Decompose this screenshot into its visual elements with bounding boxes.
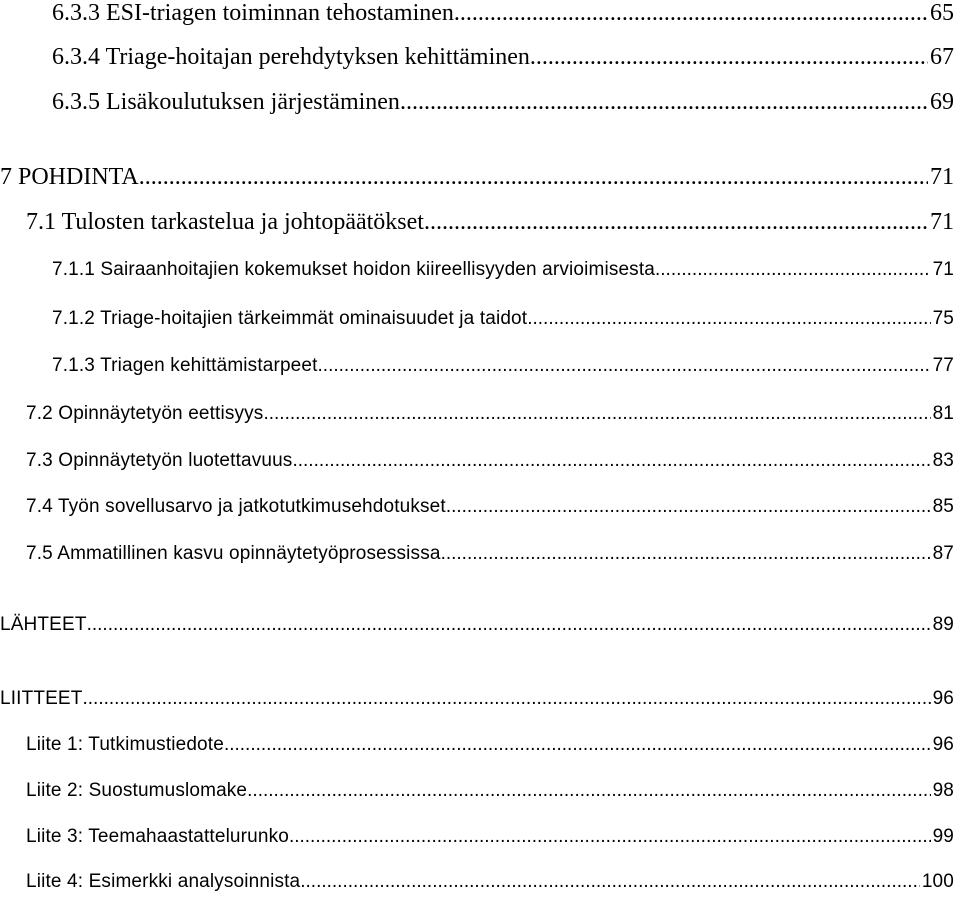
toc-entry-label: 7 POHDINTA (0, 164, 139, 190)
toc-leader-dots (292, 450, 930, 472)
toc-entry-page: 85 (932, 496, 954, 517)
toc-entry-label: 6.3.3 ESI-triagen toiminnan tehostaminen (52, 0, 454, 26)
toc-entry-7-2[interactable] (26, 403, 954, 425)
toc-entry-label: 7.3 Opinnäytetyön luotettavuus (26, 450, 293, 471)
toc-leader-dots (263, 403, 930, 425)
toc-entry-label: 7.2 Opinnäytetyön eettisyys (26, 403, 264, 424)
toc-leader-dots (527, 308, 930, 330)
toc-entry-page: 75 (932, 308, 954, 329)
toc-entry-page: 71 (930, 164, 954, 190)
toc-entry-page: 69 (930, 89, 954, 115)
toc-entry-liite-1[interactable] (26, 734, 954, 756)
toc-entry-page: 65 (930, 0, 954, 26)
toc-entry-page: 99 (932, 826, 954, 847)
toc-entry-page: 81 (932, 403, 954, 424)
toc-entry-label: 7.1 Tulosten tarkastelua ja johtopäätökset (26, 209, 424, 235)
toc-entry-7-5[interactable] (26, 543, 954, 565)
toc-leader-dots (655, 259, 931, 281)
toc-entry-liite-4[interactable] (26, 871, 954, 893)
toc-entry-page: 89 (932, 614, 954, 635)
toc-leader-dots (530, 44, 928, 71)
toc-entry-label: LIITTEET (0, 688, 83, 709)
toc-entry-label: 7.1.3 Triagen kehittämistarpeet (52, 355, 318, 376)
toc-leader-dots (318, 355, 931, 377)
toc-entry-page: 96 (932, 688, 954, 709)
toc-entry-page: 100 (921, 871, 954, 892)
toc-entry-7[interactable] (0, 164, 954, 191)
toc-leader-dots (83, 688, 931, 710)
toc-entry-liitteet[interactable] (0, 688, 954, 710)
toc-entry-label: 7.4 Työn sovellusarvo ja jatkotutkimusehdotukset (26, 496, 446, 517)
toc-leader-dots (289, 826, 931, 848)
toc-entry-7-1-1[interactable] (52, 259, 954, 281)
toc-entry-label: 6.3.5 Lisäkoulutuksen järjestäminen (52, 89, 400, 115)
toc-entry-6-3-4[interactable] (52, 44, 954, 71)
toc-entry-label: Liite 1: Tutkimustiedote (26, 734, 224, 755)
toc-entry-7-1-3[interactable] (52, 355, 954, 377)
toc-leader-dots (87, 614, 931, 636)
toc-entry-page: 96 (932, 734, 954, 755)
toc-entry-page: 83 (932, 450, 954, 471)
toc-leader-dots (454, 0, 928, 27)
toc-entry-label: Liite 3: Teemahaastattelurunko (26, 826, 289, 847)
toc-entry-lahteet[interactable] (0, 614, 954, 636)
toc-entry-label: Liite 2: Suostumuslomake (26, 780, 248, 801)
toc-leader-dots (424, 209, 928, 236)
toc-entry-page: 67 (930, 44, 954, 70)
toc-entry-7-1[interactable] (26, 209, 954, 236)
toc-entry-6-3-3[interactable] (52, 0, 954, 27)
toc-entry-7-3[interactable] (26, 450, 954, 472)
toc-entry-page: 87 (932, 543, 954, 564)
toc-leader-dots (224, 734, 931, 756)
toc-leader-dots (139, 164, 928, 191)
toc-leader-dots (247, 780, 930, 802)
toc-leader-dots (400, 89, 928, 116)
toc-entry-page: 77 (932, 355, 954, 376)
toc-entry-7-1-2[interactable] (52, 308, 954, 330)
toc-leader-dots (446, 496, 931, 518)
toc-entry-liite-2[interactable] (26, 780, 954, 802)
toc-leader-dots (300, 871, 920, 893)
toc-entry-label: 6.3.4 Triage-hoitajan perehdytyksen kehittäminen (52, 44, 530, 70)
toc-entry-label: 7.5 Ammatillinen kasvu opinnäytetyöprosessissa (26, 543, 441, 564)
toc-entry-label: 7.1.1 Sairaanhoitajien kokemukset hoidon kiireellisyyden arvioimisesta (52, 259, 655, 280)
toc-entry-label: Liite 4: Esimerkki analysoinnista (26, 871, 301, 892)
toc-leader-dots (441, 543, 931, 565)
toc-entry-page: 71 (930, 209, 954, 235)
toc-entry-6-3-5[interactable] (52, 89, 954, 116)
toc-entry-page: 71 (932, 259, 954, 280)
toc-entry-7-4[interactable] (26, 496, 954, 518)
toc-entry-label: 7.1.2 Triage-hoitajien tärkeimmät ominaisuudet ja taidot (52, 308, 528, 329)
toc-entry-liite-3[interactable] (26, 826, 954, 848)
toc-entry-label: LÄHTEET (0, 614, 87, 635)
toc-entry-page: 98 (932, 780, 954, 801)
